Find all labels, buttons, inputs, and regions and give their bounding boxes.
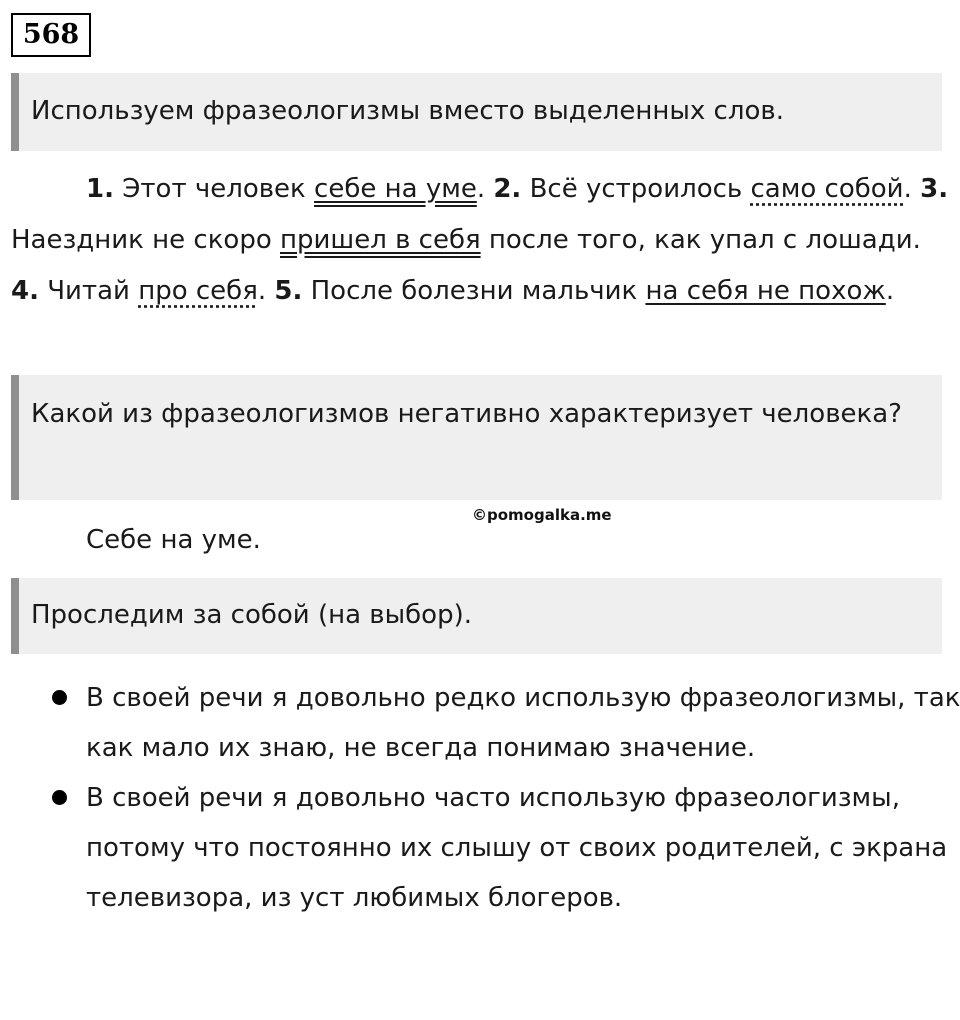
idiom-phrase: про себя: [138, 276, 258, 306]
task-prompt-1: Используем фразеологизмы вместо выделенных слов.: [11, 73, 942, 151]
idiom-phrase: пришел в себя: [280, 225, 481, 255]
sentence-text: Наездник не скоро: [11, 225, 280, 255]
bullet-icon: [52, 790, 67, 805]
list-item: [0, 773, 960, 923]
task-prompt-3: Проследим за собой (на выбор).: [11, 578, 942, 654]
bullet-icon: [52, 690, 67, 705]
sentence-number: 3.: [920, 174, 949, 204]
sentence-text: после того, как упал с лошади.: [480, 225, 921, 255]
task-prompt-2: Какой из фразеологизмов негативно характеризует человека?: [11, 375, 942, 500]
exercise-number: 568: [11, 13, 91, 57]
sentence-text: .: [257, 276, 275, 306]
sentence-text: Этот человек: [113, 174, 315, 204]
idiom-phrase: себе на уме: [314, 174, 477, 204]
idiom-phrase: само собой: [750, 174, 904, 204]
bullet-list: [0, 673, 960, 923]
list-item-text: В своей речи я довольно редко использую фразеологизмы, так как мало их знаю, не всегда понимаю значение.: [86, 683, 960, 763]
sentence-text: .: [885, 276, 895, 306]
sentence-number: 1.: [86, 174, 114, 204]
sentence-text: Читай: [38, 276, 139, 306]
sentence-text: После болезни мальчик: [302, 276, 646, 306]
sentence-text: Всё устроилось: [521, 174, 751, 204]
sentence-text: .: [903, 174, 921, 204]
sentence-text: .: [476, 174, 494, 204]
list-item-text: В своей речи я довольно часто использую фразеологизмы, потому что постоянно их слышу от своих родителей, с экрана телевизора, из уст любимых блогеров.: [86, 783, 948, 913]
answer-text: Себе на уме.: [86, 525, 261, 555]
sentence-number: 4.: [11, 276, 39, 306]
sentence-number: 2.: [493, 174, 522, 204]
watermark: ©pomogalka.me: [472, 506, 612, 524]
idiom-phrase: на себя не похож: [645, 276, 886, 306]
exercise-text: [11, 164, 956, 317]
sentence-number: 5.: [274, 276, 303, 306]
list-item: [0, 673, 960, 773]
